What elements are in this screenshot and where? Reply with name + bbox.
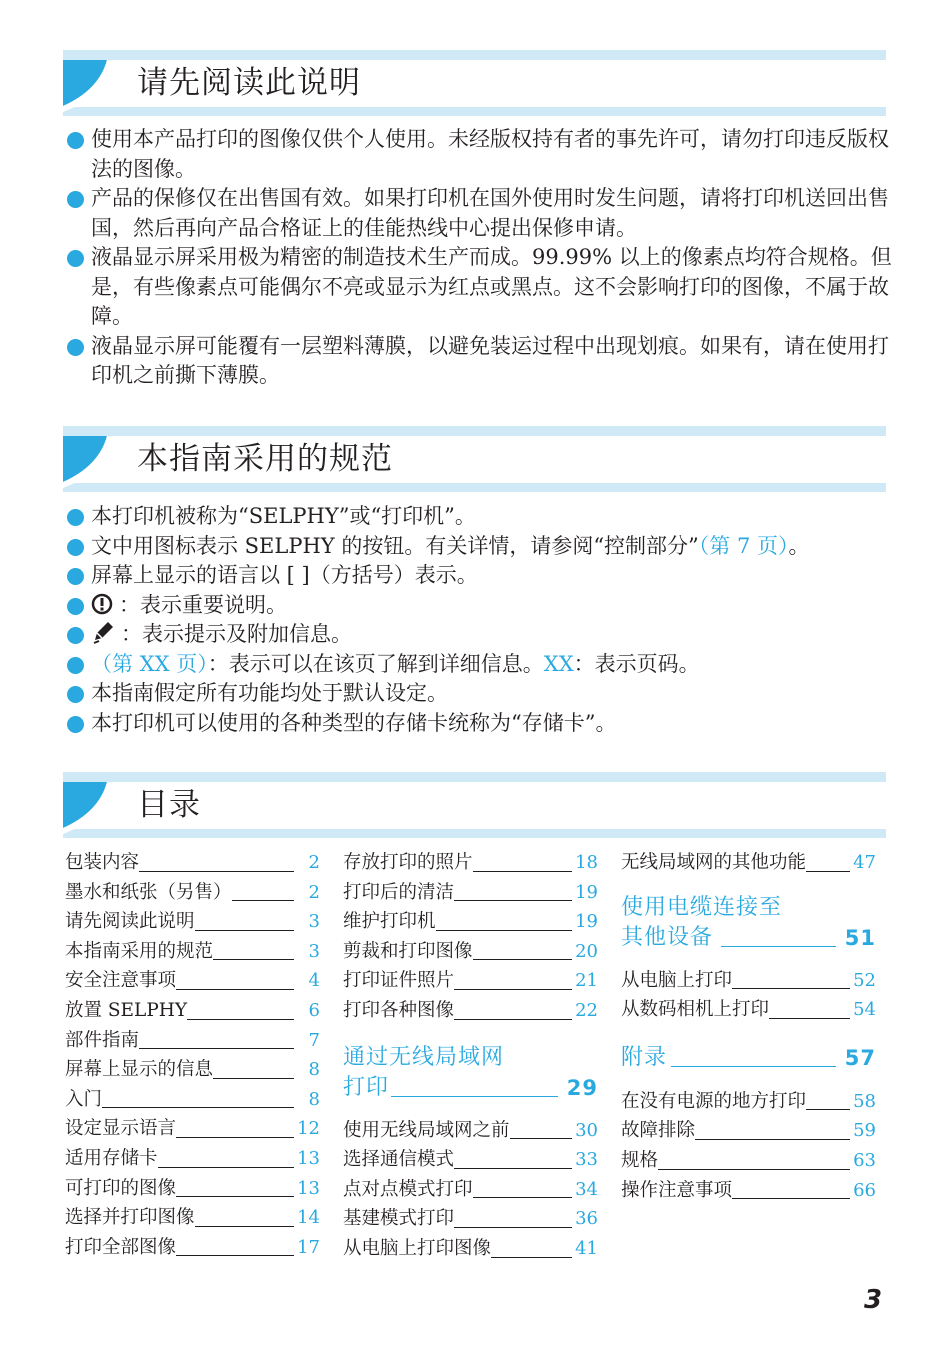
bullet-text: 本打印机被称为“SELPHY”或“打印机”。 [91,504,476,528]
toc-entry-label: 操作注意事项 [621,1179,733,1201]
toc-column-1 [65,848,320,1262]
toc-entry-label: 本指南采用的规范 [65,940,214,962]
toc-entry-label: 维护打印机 [343,911,436,933]
toc-entry-page: 6 [308,999,320,1021]
bullet-text: 屏幕上显示的语言以 [ ]（方括号）表示。 [91,563,478,587]
toc-entry-page: 3 [308,911,320,933]
dot-leader-line [721,946,836,947]
list-item [66,184,896,243]
toc-entry[interactable] [65,996,320,1026]
toc-entry-page: 59 [853,1120,876,1142]
toc-entry[interactable] [65,1085,320,1115]
toc-entry[interactable] [621,995,876,1025]
toc-entry-label: 打印证件照片 [343,970,455,992]
list-item [66,679,896,709]
toc-entry[interactable] [621,1176,876,1206]
toc-chapter-wireless[interactable] [343,1043,598,1103]
bullet-text: 本打印机可以使用的各种类型的存储卡统称为“存储卡”。 [91,710,617,735]
toc-entry-label: 基建模式打印 [343,1208,455,1230]
chapter-title-line: 附录 [621,1044,668,1070]
header-band-top [63,772,886,782]
toc-entry-page: 54 [853,999,876,1021]
toc-entry-label: 点对点模式打印 [343,1178,473,1200]
toc-entry-page: 7 [308,1029,320,1051]
dot-leader-line [671,1066,836,1067]
header-swoosh-icon [63,772,123,838]
toc-entry[interactable] [65,1233,320,1263]
toc-entry[interactable] [65,937,320,967]
bullet-dot-icon [67,627,84,644]
toc-entry[interactable] [343,1175,598,1205]
toc-entry-label: 适用存储卡 [65,1147,158,1169]
conventions-list [66,502,896,738]
toc-entry[interactable] [343,1145,598,1175]
bullet-dot-icon [67,598,84,615]
bullet-text: ：表示可以在该页了解到详细信息。 [207,651,544,676]
bullet-text: 液晶显示屏可能覆有一层塑料薄膜，以避免装运过程中出现划痕。如果有，请在使用打印机之前撕下薄膜。 [91,333,889,387]
toc-entry-label: 包装内容 [65,852,140,873]
toc-entry[interactable] [621,1146,876,1176]
toc-entry-page: 22 [575,999,598,1021]
bullet-dot-icon [67,657,84,674]
bullet-text: 。 [788,533,810,558]
section-title: 目录 [137,787,201,823]
bullet-dot-icon [67,132,84,149]
toc-entry[interactable] [65,1114,320,1144]
header-band-bottom [63,829,886,838]
header-band-bottom [63,483,886,492]
toc-entry[interactable] [343,996,598,1026]
bullet-text: 使用本产品打印的图像仅供个人使用。未经版权持有者的事先许可，请勿打印违反版权法的图像。 [91,127,889,181]
section-header-read-first [63,50,886,116]
toc-entry-page: 21 [575,970,598,992]
list-item [66,620,896,650]
toc-entry-label: 请先阅读此说明 [65,911,195,933]
toc-entry-label: 使用无线局域网之前 [343,1119,510,1141]
header-swoosh-icon [63,50,123,116]
section-header-toc [63,772,886,838]
section-title: 请先阅读此说明 [137,65,361,101]
toc-chapter-appendix[interactable] [621,1043,876,1073]
toc-entry-page: 47 [853,852,876,873]
toc-entry[interactable] [65,1174,320,1204]
bullet-dot-icon [67,686,84,703]
toc-entry-page: 3 [308,940,320,962]
bullet-dot-icon [67,568,84,585]
bullet-dot-icon [67,191,84,208]
toc-entry-label: 打印全部图像 [65,1236,177,1258]
toc-entry-label: 故障排除 [621,1120,696,1142]
bullet-text: 文中用图标表示 SELPHY 的按钮。有关详情，请参阅“控制部分” [91,533,699,558]
list-item [66,650,896,680]
toc-entry-label: 规格 [621,1149,659,1171]
list-item [66,502,896,532]
toc-entry[interactable] [343,1204,598,1234]
toc-entry[interactable] [343,848,598,878]
header-swoosh-icon [63,426,123,492]
toc-entry-page: 33 [575,1149,598,1171]
list-item [66,561,896,591]
toc-entry[interactable] [621,1116,876,1146]
toc-entry-label: 从电脑上打印图像 [343,1237,492,1259]
toc-entry-label: 放置 SELPHY [65,999,188,1021]
toc-entry-label: 无线局域网的其他功能 [621,852,807,873]
toc-entry-page: 13 [297,1177,320,1199]
toc-entry-page: 12 [297,1118,320,1140]
section-header-conventions [63,426,886,492]
page-number: 3 [864,1285,883,1315]
list-item [66,709,896,739]
toc-chapter-cable[interactable] [621,893,876,953]
bullet-dot-icon [67,716,84,733]
toc-entry-page: 52 [853,969,876,991]
toc-entry-page: 34 [575,1178,598,1200]
bullet-text: 本指南假定所有功能均处于默认设定。 [91,681,448,705]
toc-entry-label: 打印后的清洁 [343,881,455,903]
toc-entry-page: 18 [575,852,598,873]
page-reference-link[interactable]: （第 XX 页） [91,651,208,676]
bullet-text: ：表示重要说明。 [119,592,287,617]
toc-entry[interactable] [343,937,598,967]
toc-entry-page: 8 [308,1059,320,1081]
bullet-text: 液晶显示屏采用极为精密的制造技术生产而成。99.99% 以上的像素点均符合规格。但是，有些像素点可能偶尔不亮或显示为红点或黑点。这不会影响打印的图像，不属于故障。 [91,245,892,328]
toc-entry-page: 30 [575,1119,598,1141]
toc-entry-page: 58 [853,1090,876,1112]
toc-entry-page: 17 [297,1236,320,1258]
bullet-dot-icon [67,539,84,556]
page-reference-link[interactable]: （第 7 页） [698,533,789,558]
toc-entry-page: 2 [308,852,320,873]
toc-entry[interactable] [621,848,876,878]
bullet-text: ：表示页码。 [573,651,700,676]
toc-entry[interactable] [65,1026,320,1056]
chapter-title-line: 使用电缆连接至 [621,894,783,920]
toc-entry[interactable] [65,1144,320,1174]
toc-entry[interactable] [343,907,598,937]
toc-entry[interactable] [65,907,320,937]
toc-entry-page: 41 [575,1237,598,1259]
toc-entry[interactable] [65,848,320,878]
toc-entry-label: 选择通信模式 [343,1149,455,1171]
toc-entry[interactable] [621,1087,876,1117]
toc-entry-label: 设定显示语言 [65,1118,177,1140]
toc-entry[interactable] [65,1203,320,1233]
toc-entry-page: 14 [297,1207,320,1229]
toc-entry[interactable] [343,878,598,908]
toc-entry-label: 从电脑上打印 [621,969,733,991]
toc-entry-label: 入门 [65,1088,103,1110]
chapter-page: 29 [566,1075,598,1100]
toc-entry[interactable] [65,1055,320,1085]
toc-entry[interactable] [65,966,320,996]
toc-entry-label: 打印各种图像 [343,999,455,1021]
toc-entry[interactable] [343,1116,598,1146]
chapter-page: 57 [844,1045,876,1070]
toc-entry[interactable] [343,966,598,996]
bullet-text: ：表示提示及附加信息。 [121,622,352,646]
toc-entry-label: 可打印的图像 [65,1177,177,1199]
toc-entry-label: 存放打印的照片 [343,852,473,873]
bullet-dot-icon [67,250,84,267]
toc-entry-label: 选择并打印图像 [65,1207,195,1229]
header-band-top [63,50,886,60]
toc-entry-page: 2 [308,881,320,903]
toc-entry-label: 部件指南 [65,1029,140,1051]
chapter-title-line: 通过无线局域网 [343,1044,505,1070]
header-band-bottom [63,107,886,116]
page-number-sample: XX [543,651,574,676]
header-band-top [63,426,886,436]
toc-entry-page: 36 [575,1208,598,1230]
bullet-text: 产品的保修仅在出售国有效。如果打印机在国外使用时发生问题，请将打印机送回出售国，然后再向产品合格证上的佳能热线中心提出保修申请。 [91,186,889,240]
toc-entry-page: 19 [575,911,598,933]
toc-column-3 [621,848,876,1205]
chapter-title-line: 打印 [343,1074,390,1100]
read-first-list [66,125,896,391]
toc-entry[interactable] [65,878,320,908]
toc-entry-label: 墨水和纸张（另售） [65,881,232,903]
chapter-title-line: 其他设备 [621,924,714,950]
toc-entry-label: 安全注意事项 [65,970,177,992]
toc-entry-page: 20 [575,940,598,962]
toc-entry-label: 在没有电源的地方打印 [621,1090,807,1112]
toc-entry-page: 66 [853,1179,876,1201]
toc-entry-page: 4 [308,970,320,992]
list-item [66,243,896,332]
toc-entry-page: 19 [575,881,598,903]
toc-entry-label: 屏幕上显示的信息 [65,1059,214,1081]
bullet-dot-icon [67,339,84,356]
section-title: 本指南采用的规范 [137,441,393,477]
list-item [66,332,896,391]
toc-column-2 [343,848,598,1264]
toc-entry-label: 从数码相机上打印 [621,999,770,1021]
toc-entry-page: 8 [308,1088,320,1110]
important-icon [91,593,113,615]
toc-entry[interactable] [343,1234,598,1264]
list-item [66,591,896,621]
toc-entry[interactable] [621,966,876,996]
list-item [66,532,896,562]
bullet-dot-icon [67,509,84,526]
toc-entry-label: 剪裁和打印图像 [343,940,473,962]
chapter-page: 51 [844,925,876,950]
dot-leader-line [391,1096,558,1097]
toc-entry-page: 63 [853,1149,876,1171]
toc-entry-page: 13 [297,1147,320,1169]
list-item [66,125,896,184]
pencil-icon [91,620,115,644]
